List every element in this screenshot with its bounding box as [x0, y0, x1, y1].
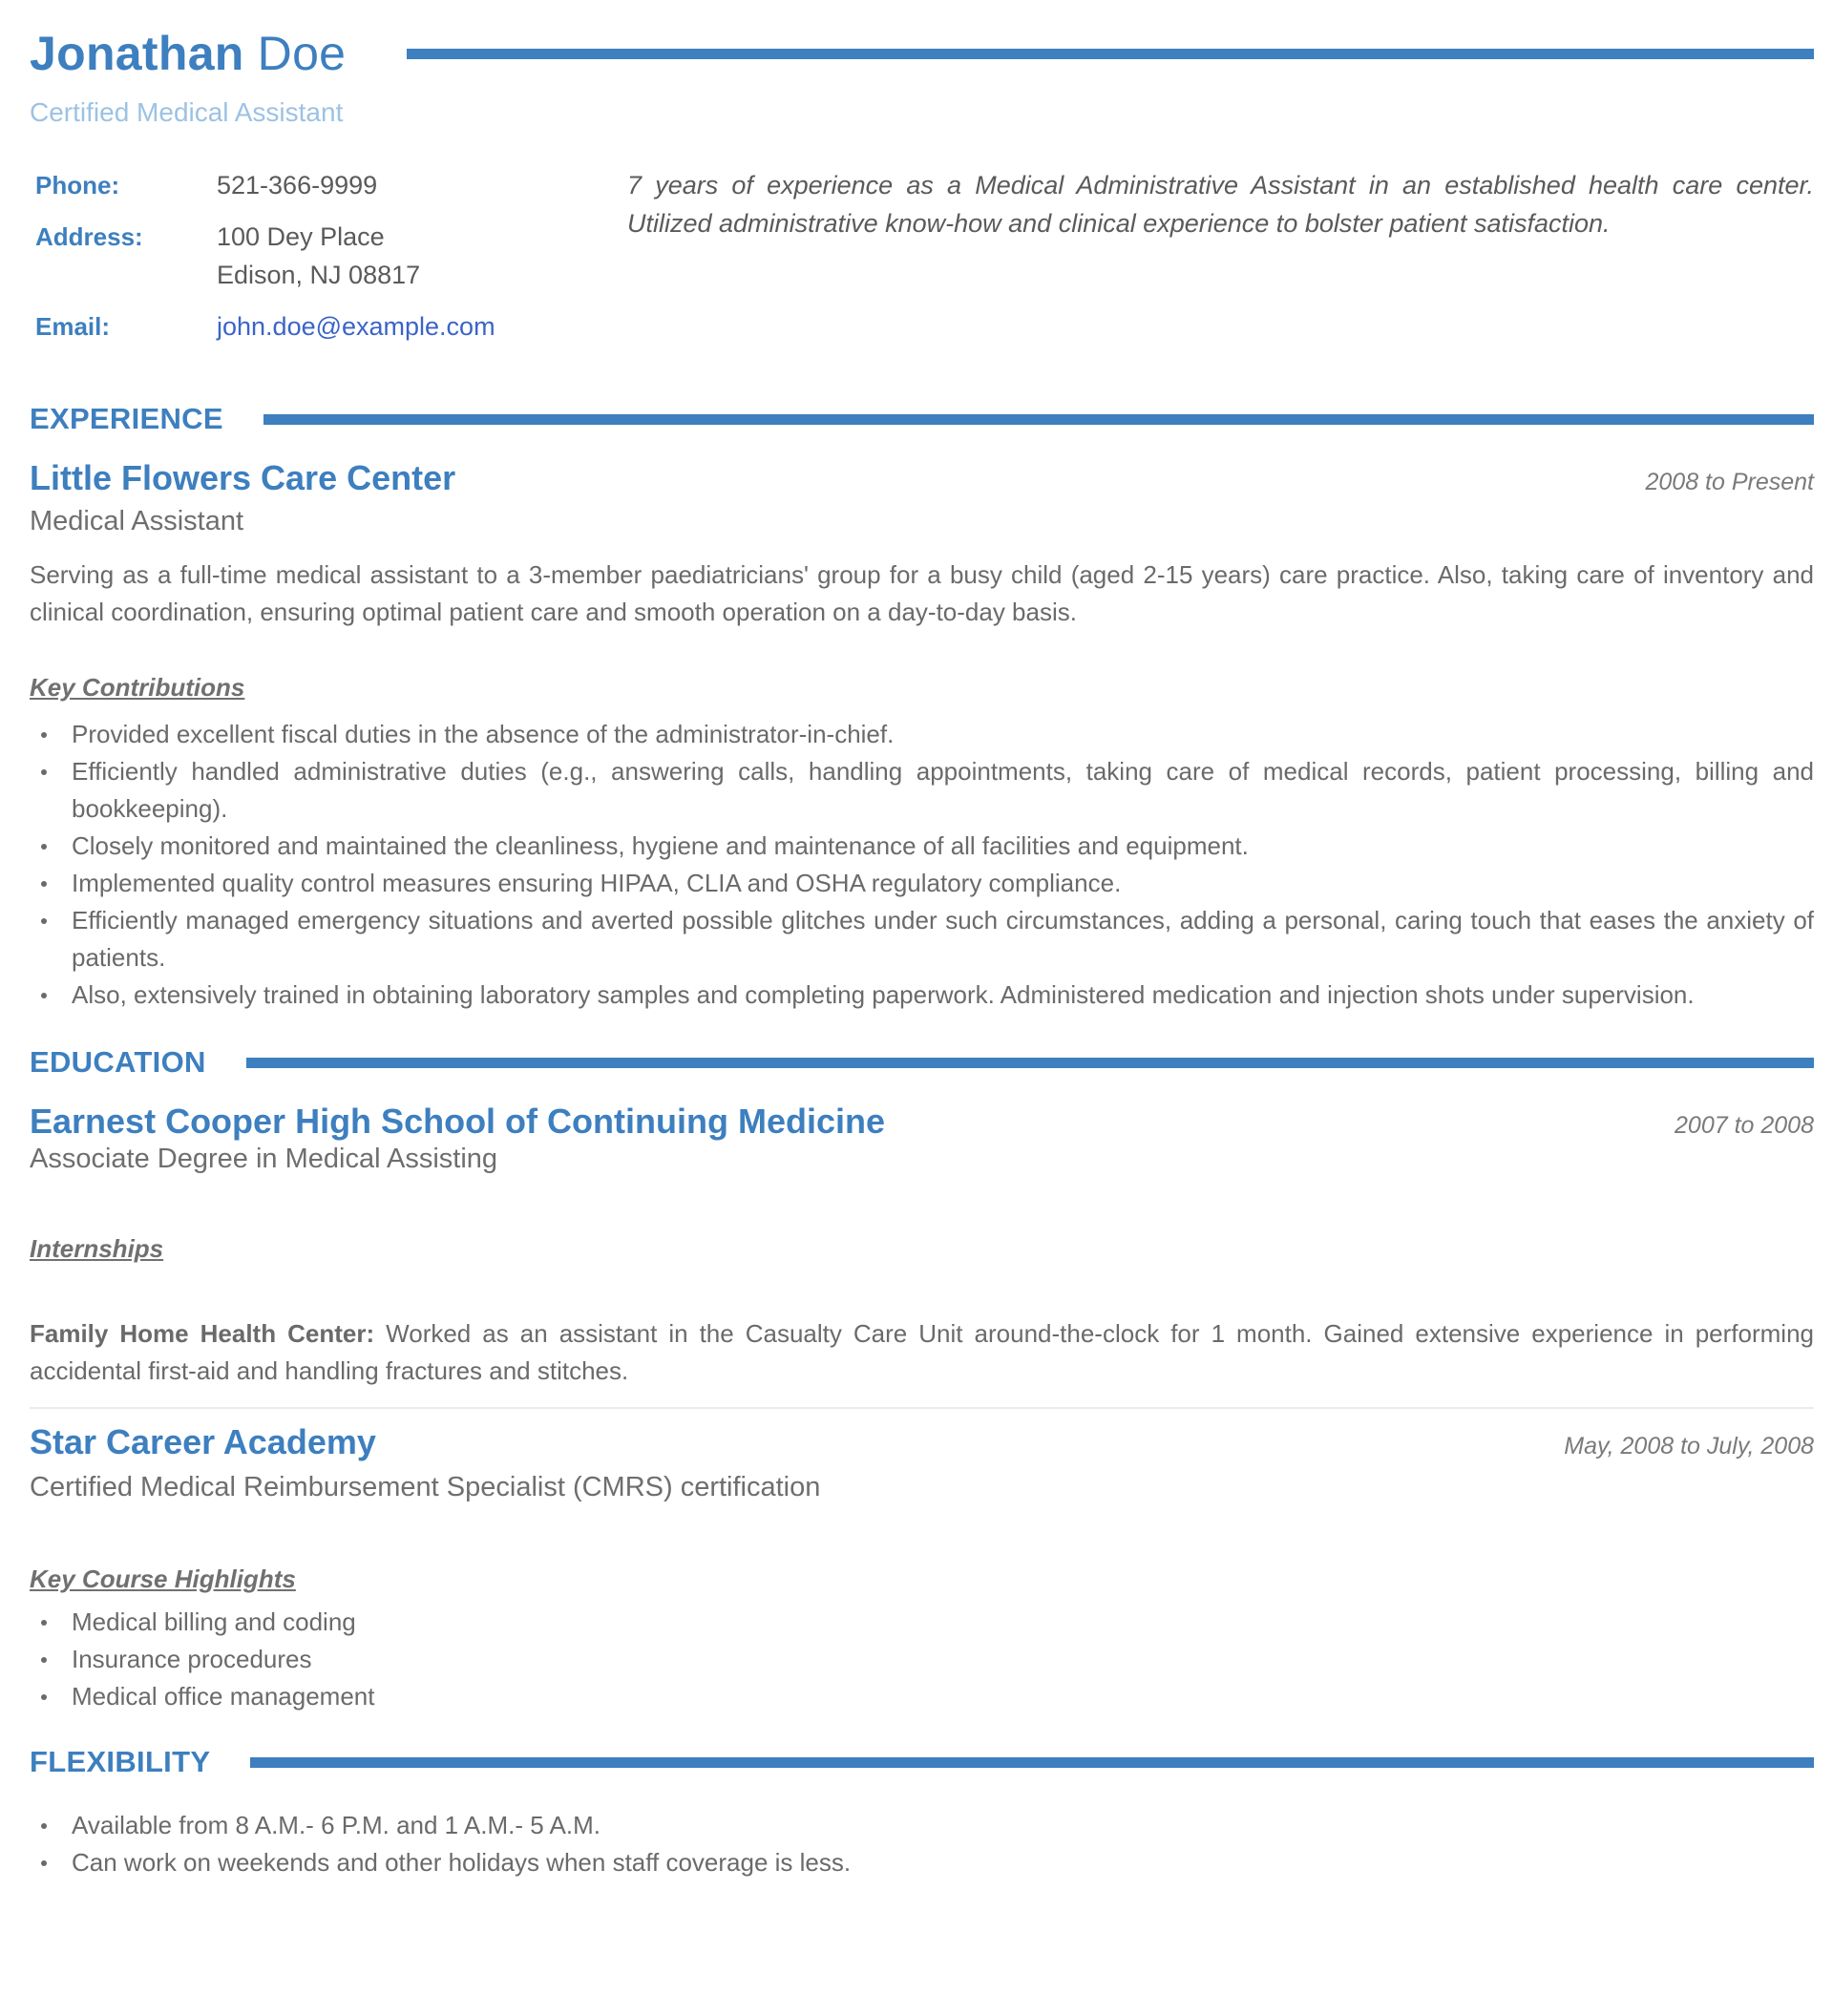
flexibility-list	[30, 1807, 1814, 1881]
list-item: Provided excellent fiscal duties in the absence of the administrator-in-chief.	[72, 716, 1814, 753]
address-label: Address:	[35, 222, 143, 251]
internship-name: Family Home Health Center:	[30, 1319, 375, 1348]
internship-description	[30, 1315, 1814, 1390]
key-contributions-heading: Key Contributions	[30, 673, 245, 702]
list-item: Insurance procedures	[72, 1641, 1814, 1678]
info-row	[30, 166, 1814, 359]
experience-description: Serving as a full-time medical assistant to a 3-member paediatricians' group for a busy child (aged 2-15 years) care practice. Also, taking care of inventory and clinical coordination, ensuring optimal patient care and smooth operation on a day-to-day basis.	[30, 560, 1814, 626]
internship-text: Worked as an assistant in the Casualty Care Unit around-the-clock for 1 month. Gained extensive experience in performing accidental first-aid and handling fractures and stitches.	[30, 1319, 1815, 1385]
summary-text: 7 years of experience as a Medical Administrative Assistant in an established health care center. Utilized administrative know-how and clinical experience to bolster patient satisfaction.	[627, 171, 1814, 238]
experience-rule	[263, 414, 1814, 425]
list-item: Implemented quality control measures ensuring HIPAA, CLIA and OSHA regulatory compliance.	[72, 865, 1814, 902]
list-item: Efficiently handled administrative duties (e.g., answering calls, handling appointments, taking care of medical records, patient processing, billing and bookkeeping).	[72, 753, 1814, 828]
candidate-title: Certified Medical Assistant	[30, 97, 344, 127]
email-label: Email:	[35, 312, 111, 341]
education-entry1-head	[30, 1102, 1814, 1142]
key-contributions-list	[30, 716, 1814, 1014]
education-heading	[30, 1040, 1814, 1084]
contact-block	[30, 166, 627, 359]
course-highlights-heading: Key Course Highlights	[30, 1564, 296, 1593]
list-item: Available from 8 A.M.- 6 P.M. and 1 A.M.- 5 A.M.	[72, 1807, 1814, 1844]
first-name: Jonathan	[30, 27, 244, 80]
flexibility-heading	[30, 1740, 1814, 1784]
education-entry2-degree: Certified Medical Reimbursement Specialist (CMRS) certification	[30, 1472, 821, 1502]
list-item: Medical office management	[72, 1678, 1814, 1715]
address-line1: 100 Dey Place	[217, 222, 385, 251]
name-row	[30, 19, 1814, 88]
phone-label: Phone:	[35, 171, 120, 200]
list-item: Closely monitored and maintained the cleanliness, hygiene and maintenance of all facilities and equipment.	[72, 828, 1814, 865]
experience-dates: 2008 to Present	[1645, 469, 1814, 495]
list-item: Medical billing and coding	[72, 1604, 1814, 1641]
experience-title: EXPERIENCE	[30, 402, 223, 435]
education-entry2-head	[30, 1422, 1814, 1462]
course-highlights-list	[30, 1604, 1814, 1715]
email-link[interactable]: john.doe@example.com	[217, 312, 495, 341]
education-entry1-dates: 2007 to 2008	[1675, 1112, 1814, 1139]
email-row	[35, 307, 627, 346]
experience-heading	[30, 397, 1814, 441]
list-item: Efficiently managed emergency situations and averted possible glitches under such circumstances, adding a personal, caring touch that eases the anxiety of patients.	[72, 902, 1814, 976]
flexibility-title: FLEXIBILITY	[30, 1745, 211, 1778]
education-divider	[30, 1407, 1814, 1409]
education-entry2-dates: May, 2008 to July, 2008	[1564, 1433, 1814, 1460]
address-line2: Edison, NJ 08817	[217, 261, 421, 289]
header-rule	[407, 49, 1814, 59]
education-entry1-degree: Associate Degree in Medical Assisting	[30, 1144, 498, 1174]
education-entry2-org: Star Career Academy	[30, 1422, 376, 1461]
internships-heading: Internships	[30, 1234, 164, 1263]
phone-row	[35, 166, 627, 204]
education-rule	[246, 1058, 1814, 1068]
candidate-name	[30, 26, 346, 81]
last-name: Doe	[257, 27, 347, 80]
education-title: EDUCATION	[30, 1045, 206, 1079]
experience-org: Little Flowers Care Center	[30, 458, 456, 497]
education-entry1-org: Earnest Cooper High School of Continuing Medicine	[30, 1102, 886, 1141]
experience-role: Medical Assistant	[30, 506, 244, 536]
phone-value: 521-366-9999	[217, 171, 378, 200]
list-item: Can work on weekends and other holidays when staff coverage is less.	[72, 1844, 1814, 1881]
address-row	[35, 218, 627, 294]
experience-entry-head	[30, 458, 1814, 498]
resume-page	[30, 19, 1814, 1881]
list-item: Also, extensively trained in obtaining laboratory samples and completing paperwork. Administered medication and injection shots under supervision.	[72, 976, 1814, 1014]
flexibility-rule	[250, 1757, 1814, 1768]
